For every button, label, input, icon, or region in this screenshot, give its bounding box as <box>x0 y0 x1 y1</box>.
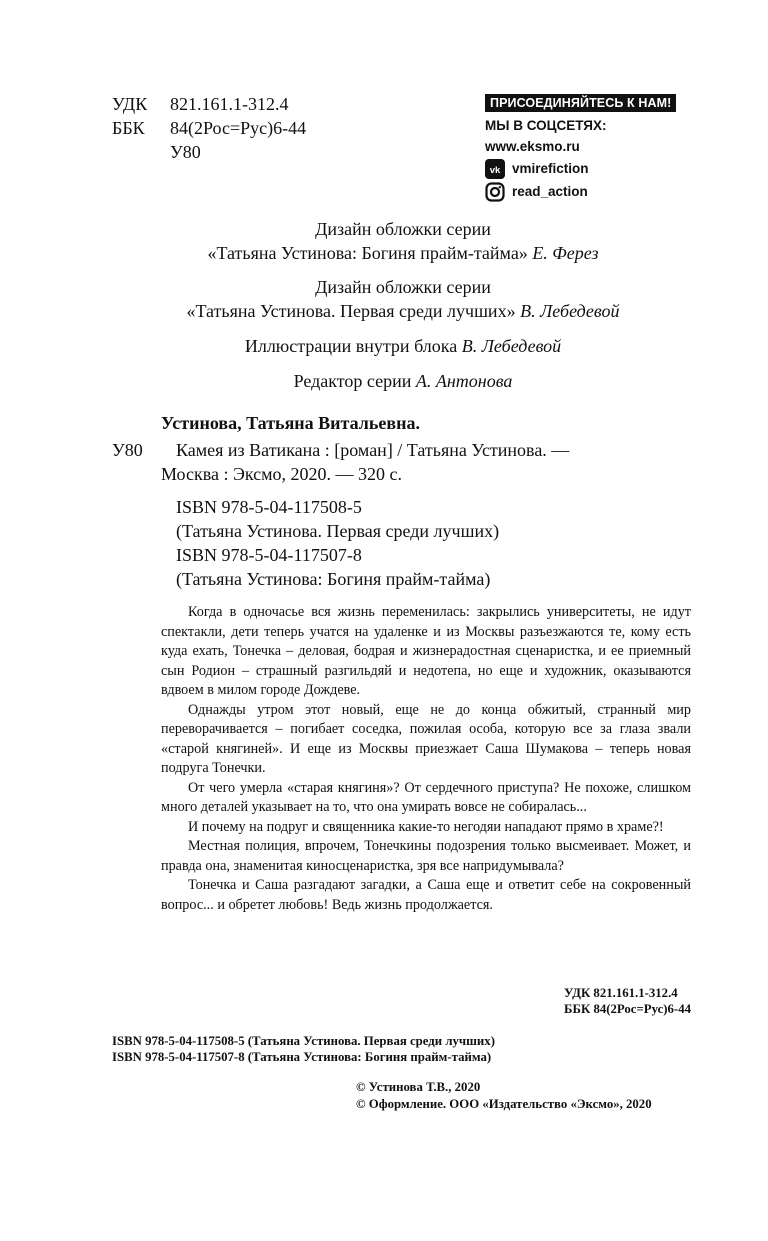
bbk-label: ББК <box>112 118 145 138</box>
instagram-handle: read_action <box>512 184 588 199</box>
classification-block <box>112 92 306 164</box>
join-banner: ПРИСОЕДИНЯЙТЕСЬ К НАМ! <box>485 94 676 112</box>
bbk-value: 84(2Рос=Рус)6-44 <box>170 118 307 138</box>
credit-series-design-1 <box>0 241 768 265</box>
isbn-2-series: (Татьяна Устинова: Богиня прайм-тайма) <box>176 569 491 589</box>
bib-sign: У80 <box>112 440 143 460</box>
credit-illustrations <box>0 334 768 358</box>
annotation-codes <box>564 985 691 1017</box>
vk-icon <box>485 159 505 179</box>
credit-series-design-2-title: Дизайн обложки серии <box>315 277 491 297</box>
illustrator-name: В. Лебедевой <box>461 336 562 356</box>
series-name-1: «Татьяна Устинова: Богиня прайм-тайма» <box>207 243 528 263</box>
designer-name-2: В. Лебедевой <box>520 301 620 321</box>
bib-line-1: Камея из Ватикана : [роман] / Татьяна Устинова. — <box>176 440 570 460</box>
copyright-design: © Оформление. ООО «Издательство «Эксмо», 2020 <box>356 1097 652 1111</box>
instagram-icon <box>485 182 505 202</box>
annotation-paragraph: Когда в одночасье вся жизнь переменилась: закрылись университеты, не идут спектакли, дети теперь учатся на удаленке и из Москвы разъезжаются те, кому есть куда ехать, Тонечка – деловая, бодрая и жизнерадостная сценаристка, и ее приемный сын Родион – страшный разгильдяй и недотепа, но еще и художник, оказываются вдвоем в милом городе Дождеве. <box>161 604 691 698</box>
annotation <box>161 603 691 915</box>
isbn-1-series: (Татьяна Устинова. Первая среди лучших) <box>176 521 500 541</box>
annotation-paragraph: Тонечка и Саша разгадают загадки, а Саша еще и ответит себе на сокровенный вопрос... и обретет любовь! Ведь жизнь продолжается. <box>161 877 691 913</box>
vk-handle: vmirefiction <box>512 161 589 176</box>
copyright-author: © Устинова Т.В., 2020 <box>356 1080 481 1094</box>
svg-text:vk: vk <box>489 164 501 176</box>
credit-series-design-1-title: Дизайн обложки серии <box>315 219 491 239</box>
isbn-2: ISBN 978-5-04-117507-8 <box>176 545 362 565</box>
vk-row[interactable] <box>485 157 695 180</box>
annotation-paragraph: Однажды утром этот новый, еще не до конца обжитый, странный мир переворачивается – погибает соседка, пожилая особа, которую все за глаза звали «старой княгиней». И еще из Москвы приезжает Саша Шумакова – теперь новая подруга Тонечки. <box>161 701 691 776</box>
udk-value: 821.161.1-312.4 <box>170 94 289 114</box>
series-name-2: «Татьяна Устинова. Первая среди лучших» <box>186 301 516 321</box>
isbn-footer-line: ISBN 978-5-04-117508-5 (Татьяна Устинова. Первая среди лучших) <box>112 1034 495 1048</box>
designer-name-1: Е. Ферез <box>532 243 599 263</box>
author-heading: Устинова, Татьяна Витальевна. <box>161 413 420 433</box>
annotation-paragraph: От чего умерла «старая княгиня»? От сердечного приступа? Не похоже, слишком много деталей указывает на то, что она умирать вовсе не собиралась... <box>161 779 691 815</box>
illustrations-label: Иллюстрации внутри блока <box>244 336 458 356</box>
instagram-row[interactable] <box>485 180 695 203</box>
credit-editor <box>0 369 768 393</box>
isbn-footer <box>112 1033 495 1065</box>
editor-label: Редактор серии <box>293 371 412 391</box>
social-heading: МЫ В СОЦСЕТЯХ: <box>485 118 607 133</box>
bib-line-2: Москва : Эксмо, 2020. — 320 с. <box>161 464 403 484</box>
annotation-paragraph: И почему на подруг и священника какие-то негодяи нападают прямо в храме?! <box>188 818 664 835</box>
site-link[interactable]: www.eksmo.ru <box>485 139 580 154</box>
isbn-footer-line: ISBN 978-5-04-117507-8 (Татьяна Устинова: Богиня прайм-тайма) <box>112 1050 492 1064</box>
annotation-udk: УДК 821.161.1-312.4 <box>564 986 678 1000</box>
credit-series-design-2 <box>0 299 768 323</box>
social-block <box>485 94 695 203</box>
isbn-1: ISBN 978-5-04-117508-5 <box>176 497 362 517</box>
author-sign: У80 <box>170 142 201 162</box>
copyright <box>356 1079 652 1113</box>
annotation-paragraph: Местная полиция, впрочем, Тонечкины подозрения только высмеивает. Может, и правда она, знаменитая киносценаристка, зря все напридумывала? <box>161 838 691 874</box>
editor-name: А. Антонова <box>415 371 513 391</box>
annotation-bbk: ББК 84(2Рос=Рус)6-44 <box>564 1002 691 1016</box>
udk-label: УДК <box>112 94 148 114</box>
